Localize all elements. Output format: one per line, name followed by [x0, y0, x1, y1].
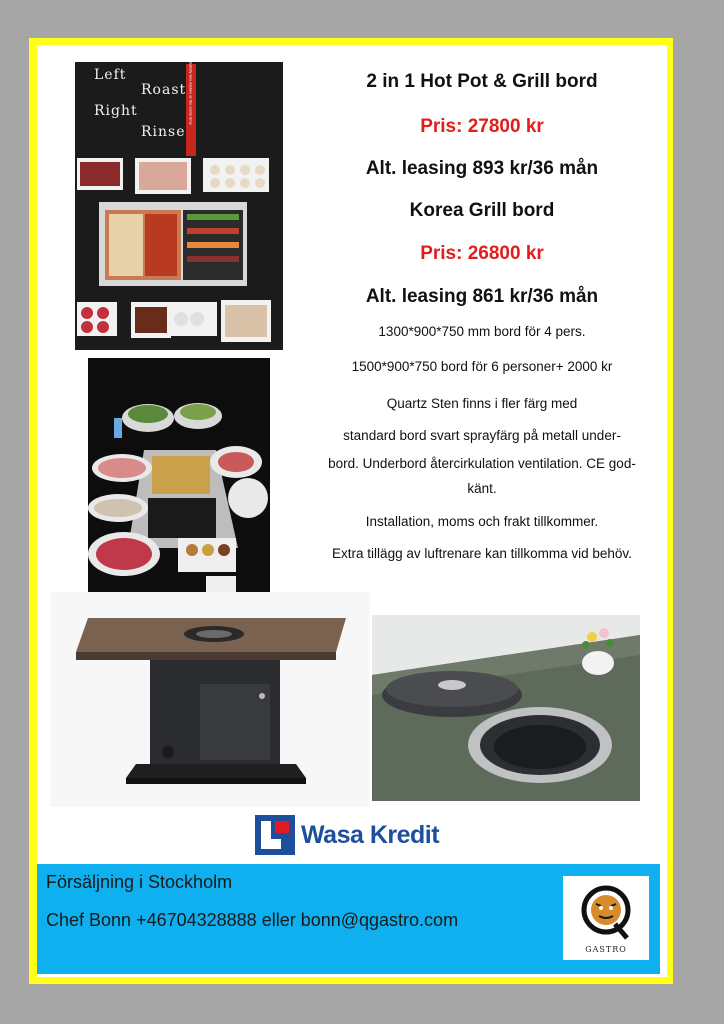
wasa-kredit-text: Wasa Kredit	[301, 820, 440, 849]
menu-word-rinse: Rinse	[141, 124, 186, 140]
contact-details: Chef Bonn +46704328888 eller bonn@qgastro.com	[46, 910, 459, 930]
spec-6-persons: 1500*900*750 bord för 6 personer+ 2000 kr	[351, 359, 613, 374]
title-hotpot: 2 in 1 Hot Pot & Grill bord	[366, 71, 598, 92]
leasing-korea: Alt. leasing 861 kr/36 mån	[365, 286, 599, 307]
desc-line-6: Extra tillägg av luftrenare kan tillkomma vid behöv.	[332, 546, 632, 561]
desc-line-5: Installation, moms och frakt tillkommer.	[365, 514, 599, 529]
q-gastro-logo	[563, 876, 649, 960]
menu-side-band	[186, 61, 196, 156]
price-hotpot: Pris: 27800 kr	[420, 116, 544, 137]
grill-table-photo	[88, 358, 270, 602]
desc-line-4: känt.	[467, 481, 497, 496]
menu-side-text: Satisfy two wishes at the same time	[188, 61, 194, 125]
desc-line-3: bord. Underbord återcirkulation ventilation. CE god-	[328, 456, 636, 471]
leasing-hotpot: Alt. leasing 893 kr/36 mån	[365, 158, 599, 179]
round-grill-illustration	[372, 615, 640, 801]
gastro-word: GASTRO	[585, 945, 627, 954]
table-product-illustration	[50, 592, 370, 807]
tiger-q-logo-icon	[563, 876, 649, 946]
desc-line-2: standard bord svart sprayfärg på metall under-	[343, 428, 621, 443]
price-korea: Pris: 26800 kr	[420, 243, 544, 264]
menu-word-left: Left	[94, 67, 127, 83]
wasa-kredit-mark-icon	[255, 815, 295, 855]
table-product-photo	[50, 592, 370, 807]
menu-word-roast: Roast	[141, 82, 187, 98]
spec-4-persons: 1300*900*750 mm bord för 4 pers.	[378, 324, 586, 339]
title-korea: Korea Grill bord	[409, 200, 555, 221]
menu-word-right: Right	[94, 103, 138, 119]
round-grill-photo	[372, 615, 640, 801]
desc-line-1: Quartz Sten finns i fler färg med	[386, 396, 578, 411]
wasa-kredit-logo	[255, 815, 439, 855]
grill-table-illustration	[88, 358, 270, 602]
sales-location: Försäljning i Stockholm	[46, 872, 233, 892]
